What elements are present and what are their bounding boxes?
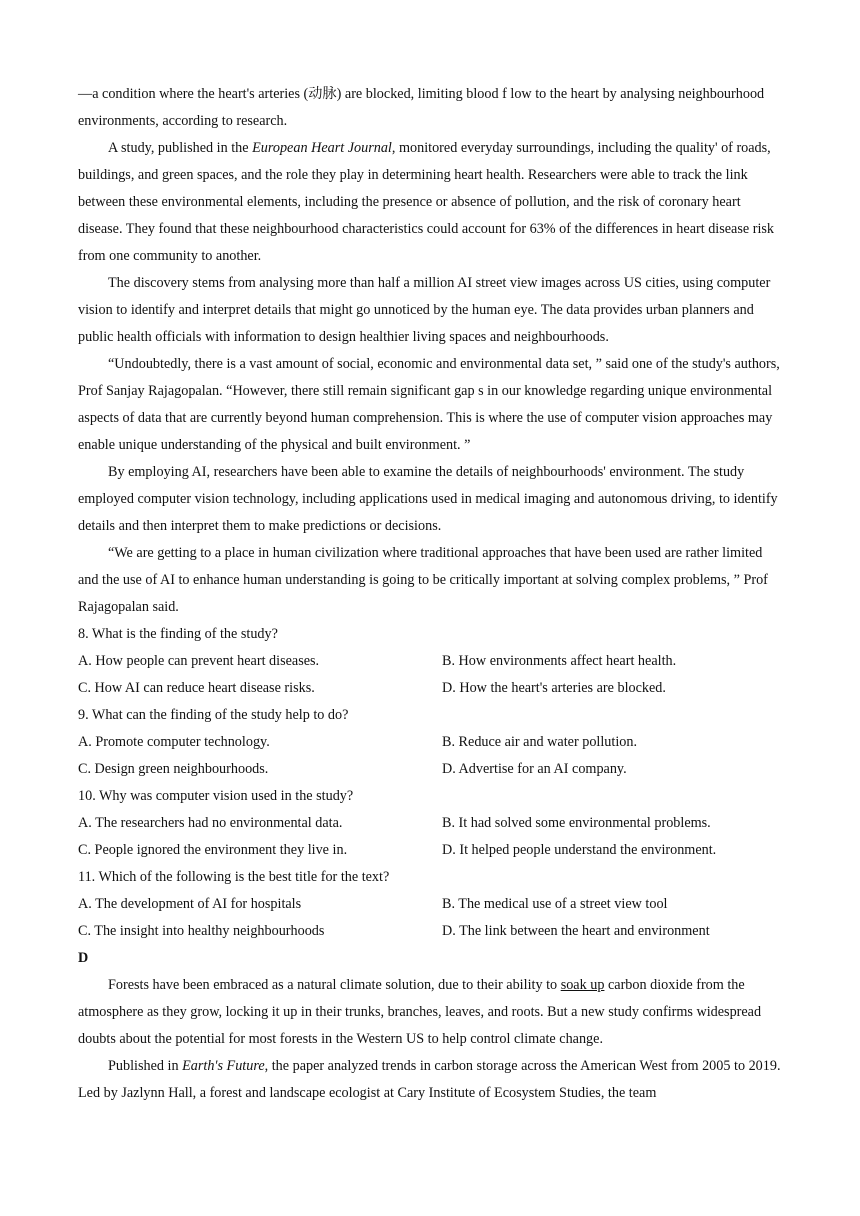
paragraph-intro-fragment: —a condition where the heart's arteries (动脉) are blocked, limiting blood f low to the heart by analysing neighbourhood environments, according to research. <box>78 86 765 129</box>
paragraph-quote-1: “Undoubtedly, there is a vast amount of social, economic and environmental data set, ” said one of the study's authors, Prof Sanjay Rajagopalan. “However, there still remain significant gap s in our knowledge regarding unique environmental aspects of data that are currently beyond human comprehension. This is where the use of computer vision approaches may enable unique understanding of the physical and built environment. ” <box>78 356 780 453</box>
paragraph-discovery: The discovery stems from analysing more than half a million AI street view images across US cities, using computer vision to identify and interpret details that might go unnoticed by the human eye. The data provides urban planners and public health officials with information to design healthier living spaces and neighbourhoods. <box>78 275 771 345</box>
question-11 <box>78 864 786 945</box>
question-stem: 11. Which of the following is the best title for the text? <box>78 869 390 885</box>
option-c[interactable]: C. People ignored the environment they live in. <box>78 842 348 858</box>
paragraph-study-start: A study, published in the <box>108 140 253 156</box>
option-d[interactable]: D. Advertise for an AI company. <box>442 761 627 777</box>
paragraph-forests-rest: carbon dioxide from the atmosphere as they grow, locking it up in their trunks, branches, leaves, and roots. But a new study confirms widespread doubts about the potential for most forests in the Western US to help control climate change. <box>78 977 762 1047</box>
question-stem: 9. What can the finding of the study help to do? <box>78 707 349 723</box>
option-c[interactable]: C. How AI can reduce heart disease risks. <box>78 680 315 696</box>
paragraph-quote-2: “We are getting to a place in human civilization where traditional approaches that have been used are rather limited and the use of AI to enhance human understanding is going to be critically important at solving complex problems, ” Prof Rajagopalan said. <box>78 545 768 615</box>
paragraph-published <box>78 1053 786 1107</box>
paragraph-forests-start: Forests have been embraced as a natural climate solution, due to their ability to <box>108 977 561 993</box>
option-b[interactable]: B. How environments affect heart health. <box>442 653 677 669</box>
option-b[interactable]: B. It had solved some environmental problems. <box>442 815 711 831</box>
option-c[interactable]: C. Design green neighbourhoods. <box>78 761 269 777</box>
paragraph-study <box>78 135 786 270</box>
journal-title-earths-future: Earth's Future <box>182 1058 265 1074</box>
section-heading-d: D <box>78 950 89 966</box>
option-b[interactable]: B. Reduce air and water pollution. <box>442 734 638 750</box>
paragraph-forests <box>78 972 786 1053</box>
option-a[interactable]: A. The development of AI for hospitals <box>78 896 302 912</box>
question-10 <box>78 783 786 864</box>
question-stem: 8. What is the finding of the study? <box>78 626 278 642</box>
paragraph-published-rest: , the paper analyzed trends in carbon storage across the American West from 2005 to 2019. Led by Jazlynn Hall, a forest and landscape ecologist at Cary Institute of Ecosystem Studies, the team <box>78 1058 781 1101</box>
journal-title: European Heart Journal <box>252 140 392 156</box>
question-8 <box>78 621 786 702</box>
question-9 <box>78 702 786 783</box>
option-d[interactable]: D. The link between the heart and environment <box>442 923 710 939</box>
option-d[interactable]: D. How the heart's arteries are blocked. <box>442 680 666 696</box>
paragraph-published-start: Published in <box>108 1058 183 1074</box>
document-page <box>78 81 786 1107</box>
option-a[interactable]: A. How people can prevent heart diseases. <box>78 653 320 669</box>
option-d[interactable]: D. It helped people understand the environment. <box>442 842 717 858</box>
question-stem: 10. Why was computer vision used in the study? <box>78 788 354 804</box>
option-b[interactable]: B. The medical use of a street view tool <box>442 896 668 912</box>
paragraph-study-rest: , monitored everyday surroundings, including the quality' of roads, buildings, and green spaces, and the role they play in determining heart health. Researchers were able to track the link between these environmental elements, including the presence or absence of pollution, and the risk of coronary heart disease. They found that these neighbourhood characteristics could account for 63% of the differences in heart disease risk from one community to another. <box>78 140 774 264</box>
option-c[interactable]: C. The insight into healthy neighbourhoods <box>78 923 325 939</box>
option-a[interactable]: A. Promote computer technology. <box>78 734 270 750</box>
option-a[interactable]: A. The researchers had no environmental data. <box>78 815 343 831</box>
paragraph-employing-ai: By employing AI, researchers have been able to examine the details of neighbourhoods' environment. The study employed computer vision technology, including applications used in medical imaging and autonomous driving, to identify details and then interpret them to make predictions or decisions. <box>78 464 778 534</box>
underlined-phrase: soak up <box>560 977 605 993</box>
